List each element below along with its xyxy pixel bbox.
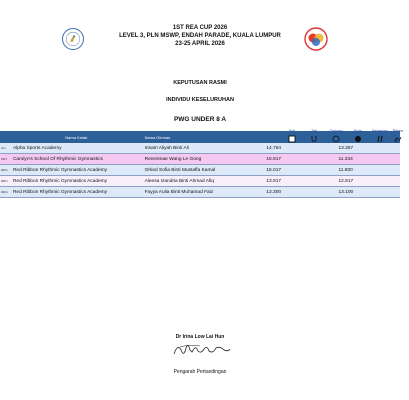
event-venue: LEVEL 3, PLN MSWP, ENDAH PARADE, KUALA LUMPUR — [119, 33, 281, 39]
score-riben — [382, 187, 400, 198]
score-bola: 11.334 — [338, 154, 360, 165]
row-code: ALI — [0, 143, 9, 154]
row-code: RRG — [0, 165, 9, 176]
score-belantan — [360, 176, 381, 187]
score-riben — [382, 176, 400, 187]
score-bola: 12.817 — [338, 176, 360, 187]
row-code: RRG — [0, 187, 9, 198]
apparatus-bola: Bola — [347, 128, 369, 143]
score-frh: 15.017 — [266, 165, 296, 176]
score-frh: 14.784 — [266, 143, 296, 154]
score-bola: 13.367 — [338, 143, 360, 154]
col-header-club: Nama Kelab — [9, 131, 140, 143]
score-tali — [296, 176, 317, 187]
score-belantan — [360, 165, 381, 176]
score-tali — [296, 165, 317, 176]
club-name: Red Ribbon Rhythmic Gymnastics Academy — [9, 165, 140, 176]
square-icon — [288, 135, 296, 143]
col-header-gymnast: Nama Gimnas — [140, 131, 267, 143]
gymnast-name: Aleesa Izandria Binti Ahmad Afiq — [140, 176, 267, 187]
decision-title: KEPUTUSAN RASMI — [173, 80, 227, 86]
score-tali — [296, 154, 317, 165]
score-gelung — [317, 187, 338, 198]
table-row — [0, 165, 400, 176]
table-row — [0, 187, 400, 198]
score-frh: 15.917 — [266, 154, 296, 165]
score-belantan — [360, 187, 381, 198]
signatory-role: Pengarah Pertandingan — [173, 369, 227, 375]
apparatus-riben: Riben — [387, 128, 409, 143]
club-name: Alpha Sports Academy — [9, 143, 140, 154]
score-belantan — [360, 154, 381, 165]
signature-image — [170, 338, 234, 360]
signatory-name: Dr Irina Low Lai Hun — [175, 334, 225, 340]
apparatus-gelung: Gelung — [325, 128, 347, 143]
event-dates: 23-25 APRIL 2026 — [175, 41, 225, 47]
ribbon-icon — [394, 135, 402, 143]
score-gelung — [317, 165, 338, 176]
row-code: RRG — [0, 176, 9, 187]
club-name: Red Ribbon Rhythmic Gymnastics Academy — [9, 187, 140, 198]
score-riben — [382, 165, 400, 176]
score-gelung — [317, 154, 338, 165]
apparatus-tali: Tali — [303, 128, 325, 143]
gymnast-name: Fayya Aulia Binti Muhamad Faiz — [140, 187, 267, 198]
score-frh: 13.917 — [266, 176, 296, 187]
row-code: CRY — [0, 154, 9, 165]
gymnast-name: Orked Sofia Binti Mustaffa Kamal — [140, 165, 267, 176]
apparatus-frh: Frh — [281, 128, 303, 143]
table-row — [0, 176, 400, 187]
event-title: 1ST REA CUP 2026 — [172, 25, 228, 31]
apparatus-belantan: Belantan — [369, 128, 391, 143]
gymnast-name: Renesmae Wang Le Gong — [140, 154, 267, 165]
score-bola: 11.800 — [338, 165, 360, 176]
clubs-icon — [376, 135, 384, 143]
group-title: PWG UNDER 8 A — [173, 116, 227, 123]
ball-icon — [354, 135, 362, 143]
club-name: Carolyn's School Of Rhythmic Gymnastics — [9, 154, 140, 165]
score-bola: 13.100 — [338, 187, 360, 198]
rope-icon — [310, 135, 318, 143]
table-row — [0, 154, 400, 165]
club-name: Red Ribbon Rhythmic Gymnastics Academy — [9, 176, 140, 187]
score-gelung — [317, 176, 338, 187]
score-tali — [296, 187, 317, 198]
apparatus-icons — [277, 128, 402, 148]
score-frh: 13.300 — [266, 187, 296, 198]
category-title: INDIVIDU KESELURUHAN — [166, 97, 234, 103]
gymnast-name: Irisatri Aliyah Binti Ali — [140, 143, 267, 154]
hoop-icon — [332, 135, 340, 143]
score-riben — [382, 154, 400, 165]
col-header-no — [0, 131, 9, 143]
